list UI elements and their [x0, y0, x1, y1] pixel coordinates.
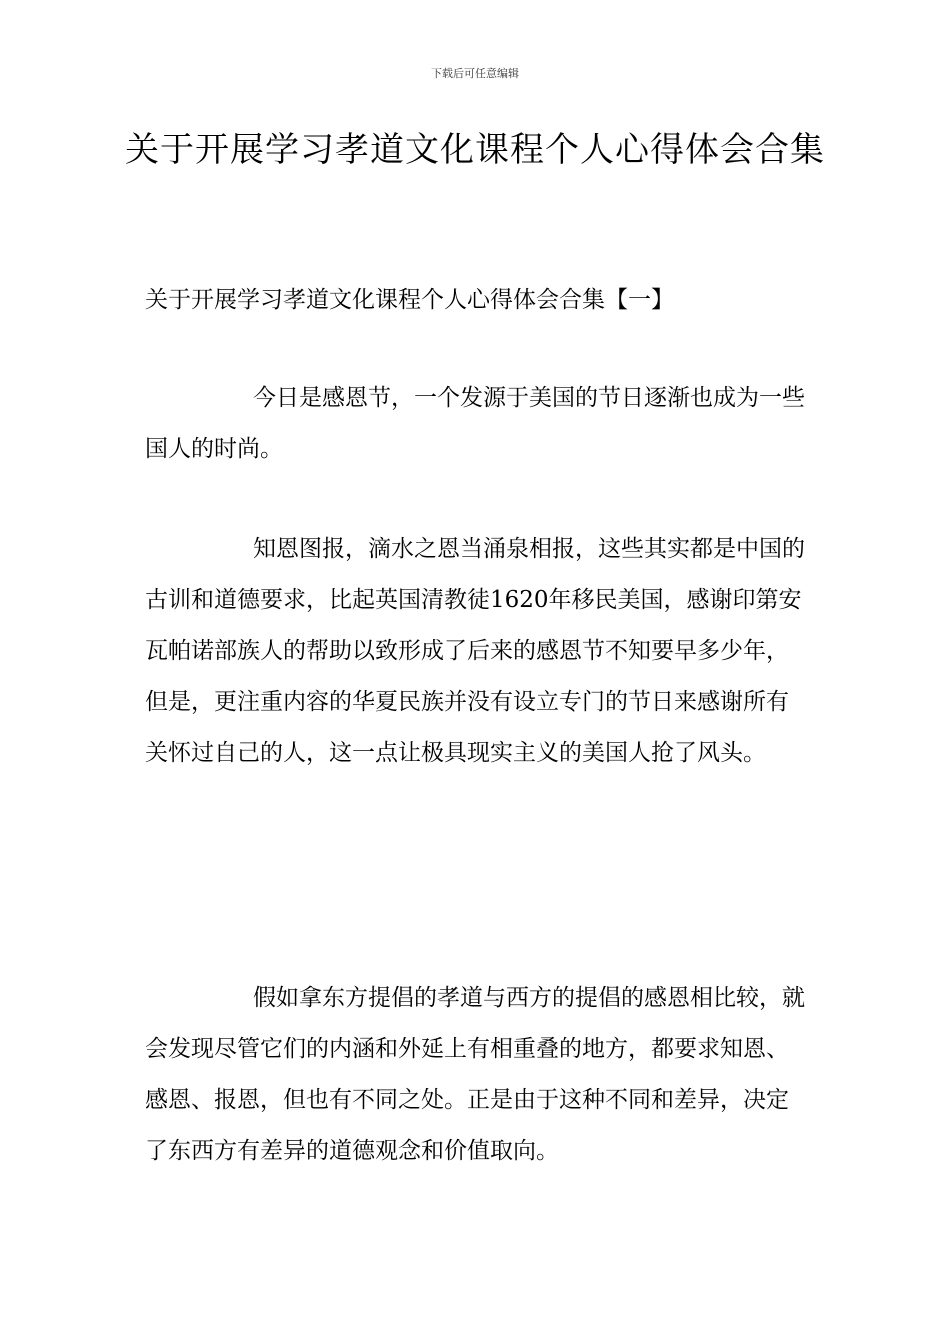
document-title: 关于开展学习孝道文化课程个人心得体会合集: [125, 130, 825, 170]
page-header-note: 下载后可任意编辑: [431, 67, 519, 80]
body-paragraph: 今日是感恩节，一个发源于美国的节日逐渐也成为一些国人的时尚。: [145, 385, 805, 462]
body-paragraph: 假如拿东方提倡的孝道与西方的提倡的感恩相比较，就会发现尽管它们的内涵和外延上有相重叠的地方，都要求知恩、感恩、报恩，但也有不同之处。正是由于这种不同和差异，决定了东西方有差异的道德观念和价值取向。: [145, 985, 805, 1164]
section-heading: 关于开展学习孝道文化课程个人心得体会合集【一】: [145, 287, 674, 313]
body-paragraph: 知恩图报，滴水之恩当涌泉相报，这些其实都是中国的古训和道德要求，比起英国清教徒1620年移民美国，感谢印第安瓦帕诺部族人的帮助以致形成了后来的感恩节不知要早多少年，但是，更注重内容的华夏民族并没有设立专门的节日来感谢所有关怀过自己的人，这一点让极具现实主义的美国人抢了风头。: [145, 536, 805, 766]
